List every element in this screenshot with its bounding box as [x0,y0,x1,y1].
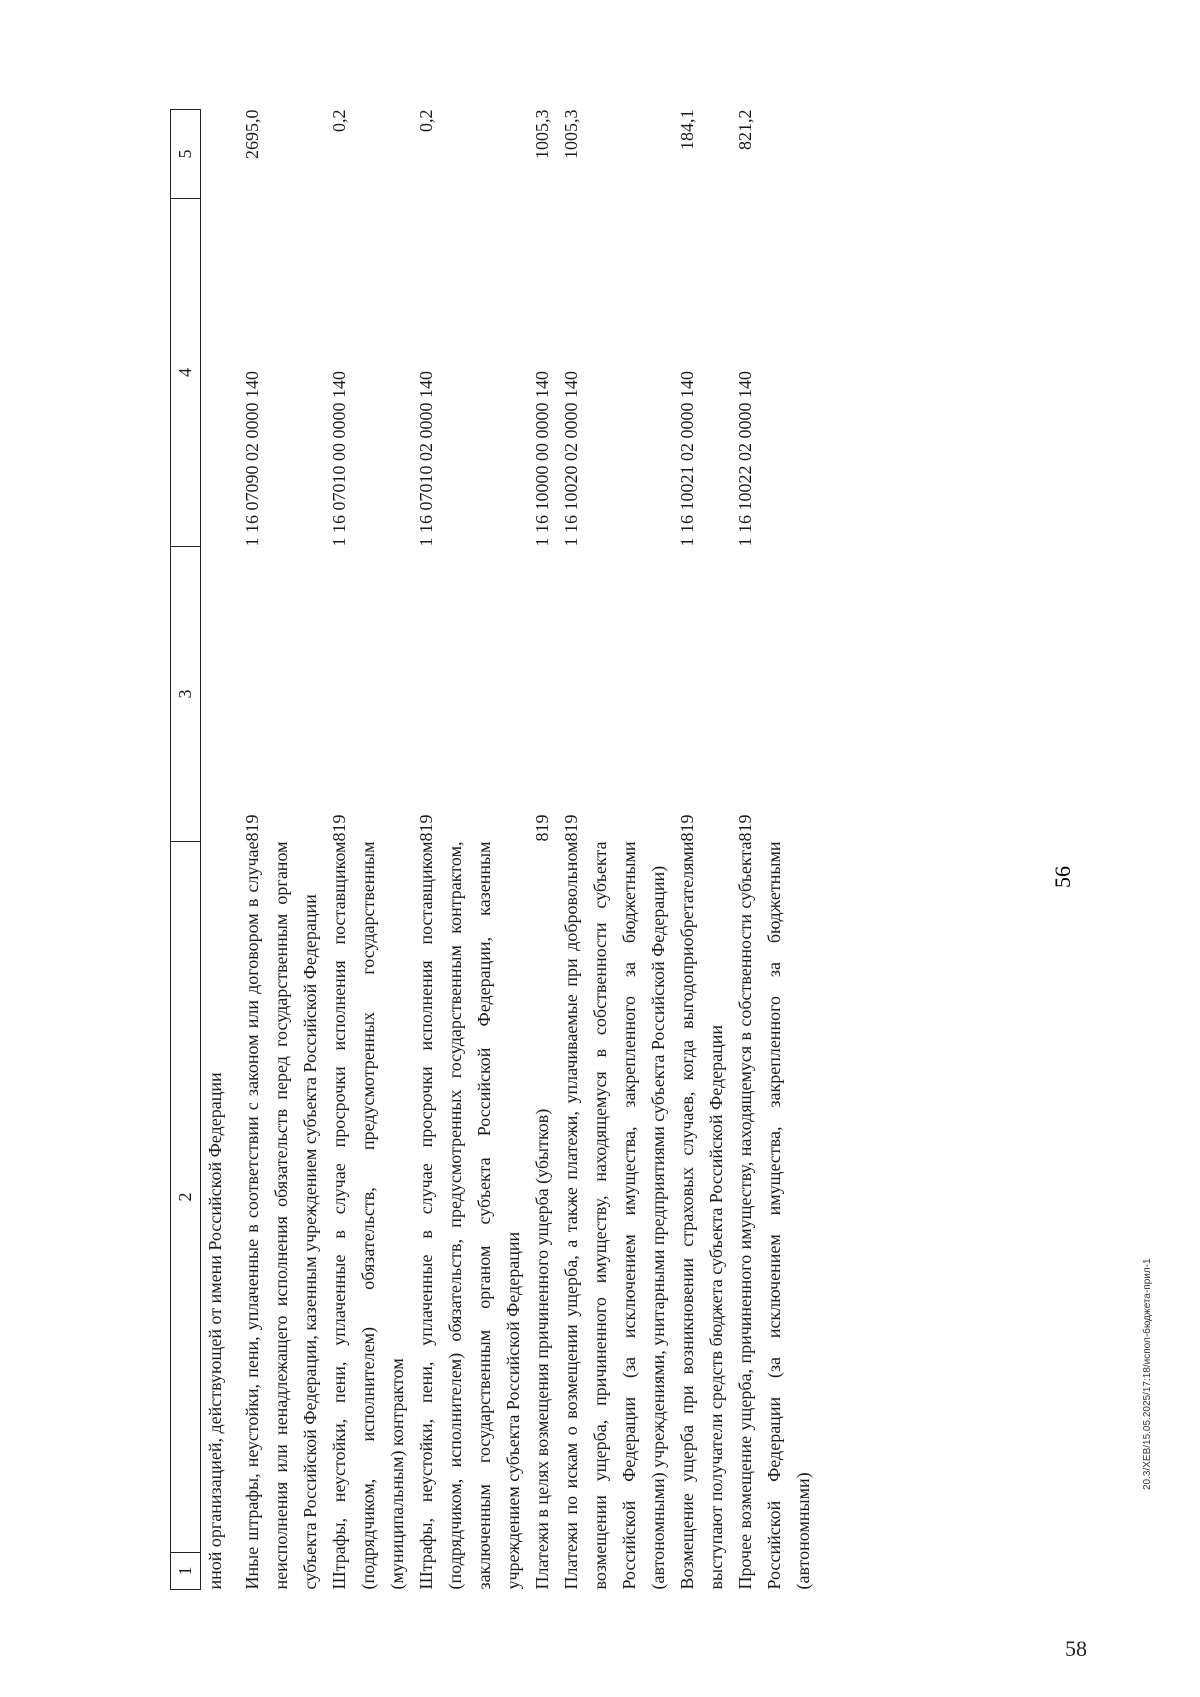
row-budget-code: 1 16 10021 02 0000 140 [677,371,697,547]
row-admin-code: 819 [416,814,436,842]
row-admin-code: 819 [532,814,552,842]
row-name: Платежи в целях возмещения причиненного ущерба (убытков) [532,1108,552,1590]
row-admin-code: 819 [735,814,755,842]
row-amount: 0,2 [329,109,349,132]
page-number-top: 56 [1050,866,1075,888]
table-row [731,110,818,1590]
row-admin-code: 819 [561,814,581,842]
table-row [528,110,557,1590]
revenue-table [170,109,818,1590]
row-amount: 2695,0 [242,109,262,159]
row-amount: 1005,3 [532,109,552,159]
row-budget-code: 1 16 07010 02 0000 140 [416,371,436,547]
row-name: Возмещение ущерба при возникновении страховых случаев, когда выгодоприобретателями выступают получатели средств бюджета субъекта Российской Федерации [677,841,726,1590]
row-budget-code: 1 16 07090 02 0000 140 [242,371,262,547]
row-budget-code: 1 16 07010 00 0000 140 [329,371,349,547]
table-row [557,110,673,1590]
header-col-2: 2 [171,842,201,1553]
row-name: Платежи по искам о возмещении ущерба, а также платежи, уплачиваемые при добровольном возмещении ущерба, причиненного имуществу, находящемуся в собственности субъекта Российской Федерации (за исключением имущества, закрепленного за бюджетными (автономными) учреждениями, унитарными предприятиями субъекта Российской Федерации) [561,841,668,1590]
row-amount: 0,2 [416,109,436,132]
document-body [170,110,1170,1590]
row-admin-code: 819 [242,814,262,842]
rotated-table-page [170,70,1170,1630]
row-name: Штрафы, неустойки, пени, уплаченные в случае просрочки исполнения поставщиком (подрядчиком, исполнителем) обязательств, предусмотренных государственным контрактом, заключенным государственным органом субъекта Российской Федерации, казенным учреждением субъекта Российской Федерации [416,841,523,1590]
table-header-row [171,110,201,1590]
header-col-3: 3 [171,547,201,842]
document-stamp: 20.3/ХЕВ/15.05.2025/17:18/испол-бюджета-прил-1 [1142,1258,1153,1490]
table-row [238,110,325,1590]
table-row-continuation [201,110,239,1590]
row-budget-code: 1 16 10022 02 0000 140 [735,371,755,547]
row-amount: 1005,3 [561,109,581,159]
row-amount: 184,1 [677,109,697,150]
row-admin-code: 819 [677,814,697,842]
page-number-bottom: 58 [1065,1636,1087,1661]
table-row [673,110,731,1590]
table-row [325,110,412,1590]
header-col-4: 4 [171,199,201,547]
continuation-text: иной организацией, действующей от имени Российской Федерации [205,1072,225,1590]
row-amount: 821,2 [735,109,755,150]
header-col-5: 5 [171,110,201,199]
table-row [412,110,528,1590]
header-col-1: 1 [171,1553,201,1590]
row-budget-code: 1 16 10020 02 0000 140 [561,371,581,547]
row-admin-code: 819 [329,814,349,842]
row-name: Иные штрафы, неустойки, пени, уплаченные в соответствии с законом или договором в случае неисполнения или ненадлежащего исполнения обязательств перед государственным органом субъекта Российской Федерации, казенным учреждением субъекта Российской Федерации [242,841,320,1590]
row-name: Прочее возмещение ущерба, причиненного имуществу, находящемуся в собственности субъекта Российской Федерации (за исключением имущества, закрепленного за бюджетными (автономными) [735,841,813,1590]
row-name: Штрафы, неустойки, пени, уплаченные в случае просрочки исполнения поставщиком (подрядчиком, исполнителем) обязательств, предусмотренных государственным (муниципальным) контрактом [329,841,407,1590]
row-budget-code: 1 16 10000 00 0000 140 [532,371,552,547]
